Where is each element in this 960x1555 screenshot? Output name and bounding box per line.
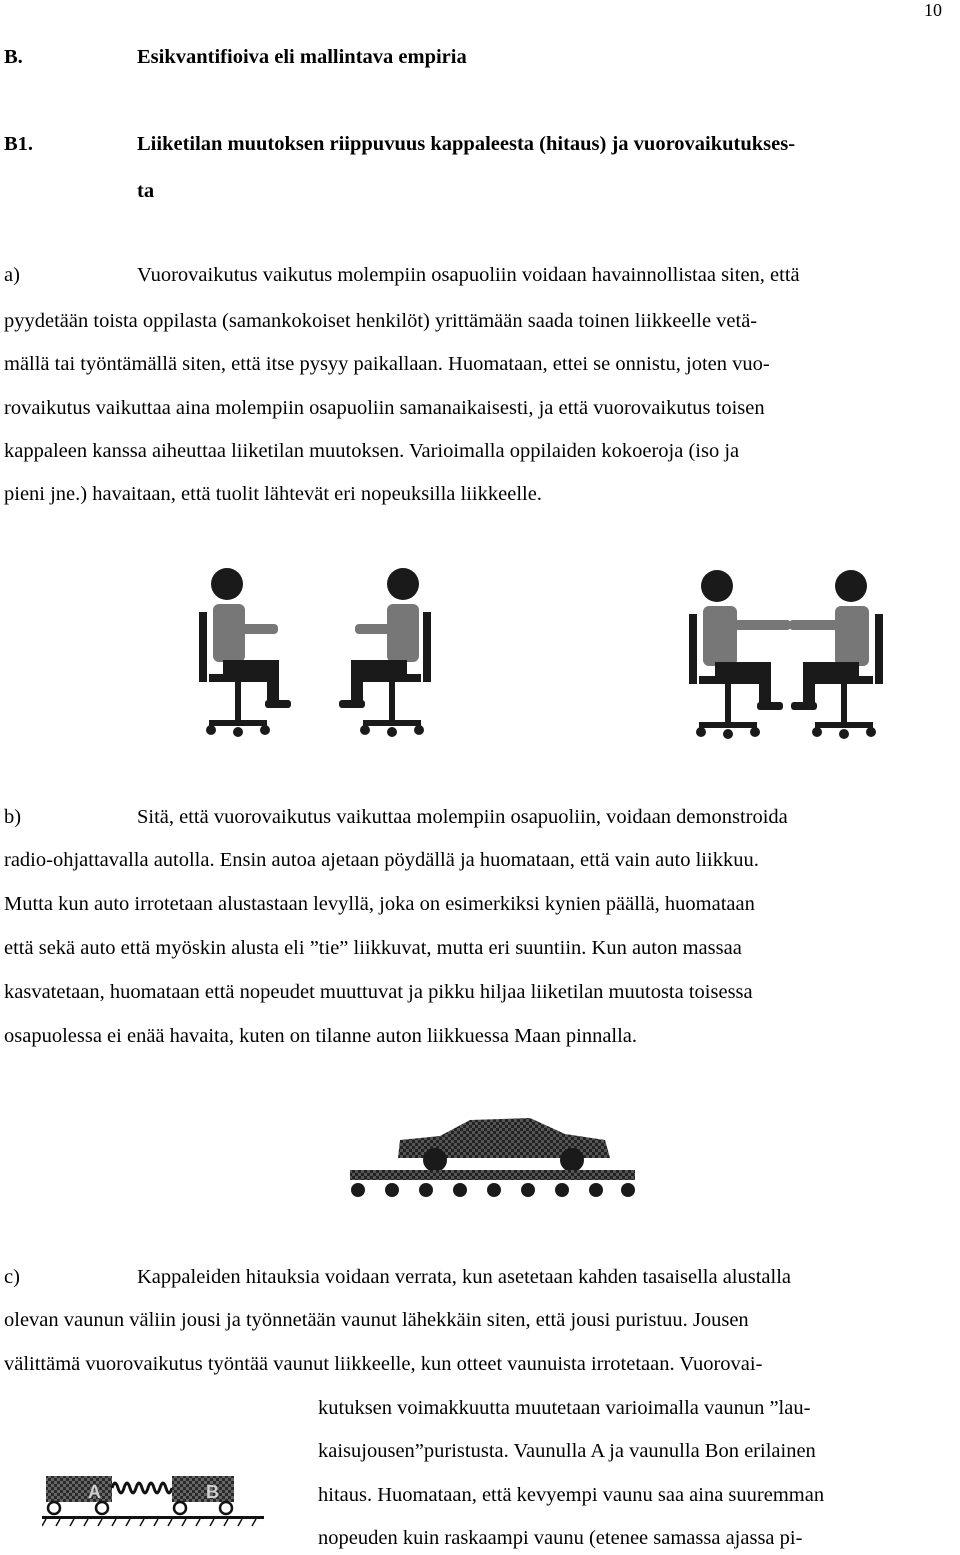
car-on-board-illustration bbox=[340, 1110, 645, 1205]
part-c-label: c) bbox=[4, 1266, 20, 1288]
part-b-label: b) bbox=[4, 806, 22, 828]
carts-with-spring-illustration bbox=[42, 1466, 267, 1536]
part-a-line-2: pyydetään toista oppilasta (samankokoiset henkilöt) yrittämään saada toinen liikkeelle vetä- bbox=[4, 310, 758, 332]
part-c-line-3: välittämä vuorovaikutus työntää vaunut liikkeelle, kun otteet vaunuista irrotetaan. Vuorovai- bbox=[4, 1353, 763, 1375]
part-c-line-5: kaisujousen”puristusta. Vaunulla A ja vaunulla Bon erilainen bbox=[318, 1440, 816, 1462]
rolling-pens bbox=[351, 1183, 635, 1197]
part-b-line-2: radio-ohjattavalla autolla. Ensin autoa ajetaan pöydällä ja huomataan, että vain auto liikkuu. bbox=[4, 849, 759, 871]
students-on-chairs-illustration bbox=[195, 562, 895, 752]
page-number: 10 bbox=[924, 0, 942, 20]
part-a-line-5: kappaleen kanssa aiheuttaa liiketilan muutoksen. Varioimalla oppilaiden kokoeroja (iso ja bbox=[4, 440, 740, 462]
cart-a-label: A bbox=[88, 1482, 101, 1502]
subsection-number: B1. bbox=[4, 133, 34, 155]
part-b-line-3: Mutta kun auto irrotetaan alustastaan levyllä, joka on esimerkiksi kynien päällä, huomataan bbox=[4, 893, 755, 915]
section-number: B. bbox=[4, 46, 23, 68]
board bbox=[350, 1170, 635, 1180]
part-c-line-2: olevan vaunun väliin jousi ja työnnetään vaunut lähekkäin siten, että jousi puristuu. Jousen bbox=[4, 1309, 749, 1331]
student-right-2 bbox=[789, 570, 883, 739]
part-c-line-1: Kappaleiden hitauksia voidaan verrata, kun asetetaan kahden tasaisella alustalla bbox=[137, 1266, 792, 1288]
part-a-line-1: Vuorovaikutus vaikutus molempiin osapuoliin voidaan havainnollistaa siten, että bbox=[137, 264, 800, 286]
cart-b-label: B bbox=[206, 1482, 219, 1502]
student-right-1 bbox=[339, 568, 431, 737]
cart-b bbox=[172, 1476, 234, 1502]
part-a-line-3: mällä tai työntämällä siten, että itse pysyy paikallaan. Huomataan, ettei se onnistu, joten vuo- bbox=[4, 353, 770, 375]
part-b-line-5: kasvatetaan, huomataan että nopeudet muuttuvat ja pikku hiljaa liiketilan muutosta toisessa bbox=[4, 981, 753, 1003]
spring bbox=[112, 1483, 172, 1493]
part-c-line-4: kutuksen voimakkuutta muutetaan varioimalla vaunun ”lau- bbox=[318, 1397, 811, 1419]
subsection-title-line-1: Liiketilan muutoksen riippuvuus kappaleesta (hitaus) ja vuorovaikutukses- bbox=[137, 133, 796, 155]
part-a-label: a) bbox=[4, 264, 20, 286]
student-left-1 bbox=[199, 568, 291, 737]
part-a-line-6: pieni jne.) havaitaan, että tuolit lähtevät eri nopeuksilla liikkeelle. bbox=[4, 483, 542, 505]
section-title: Esikvantifioiva eli mallintava empiria bbox=[137, 46, 467, 68]
part-c-line-6: hitaus. Huomataan, että kevyempi vaunu saa aina suuremman bbox=[318, 1484, 825, 1506]
cart-a bbox=[46, 1476, 112, 1502]
student-left-2 bbox=[689, 570, 791, 739]
part-c-line-7: nopeuden kuin raskaampi vaunu (etenee samassa ajassa pi- bbox=[318, 1527, 803, 1549]
subsection-title-line-2: ta bbox=[137, 180, 155, 202]
part-a-line-4: rovaikutus vaikuttaa aina molempiin osapuoliin samanaikaisesti, ja että vuorovaikutus toisen bbox=[4, 397, 765, 419]
track bbox=[42, 1516, 264, 1519]
part-b-line-4: että sekä auto että myöskin alusta eli ”tie” liikkuvat, mutta eri suuntiin. Kun auton massaa bbox=[4, 937, 742, 959]
part-b-line-1: Sitä, että vuorovaikutus vaikuttaa molempiin osapuoliin, voidaan demonstroida bbox=[137, 806, 788, 828]
part-b-line-6: osapuolessa ei enää havaita, kuten on tilanne auton liikkuessa Maan pinnalla. bbox=[4, 1025, 638, 1047]
